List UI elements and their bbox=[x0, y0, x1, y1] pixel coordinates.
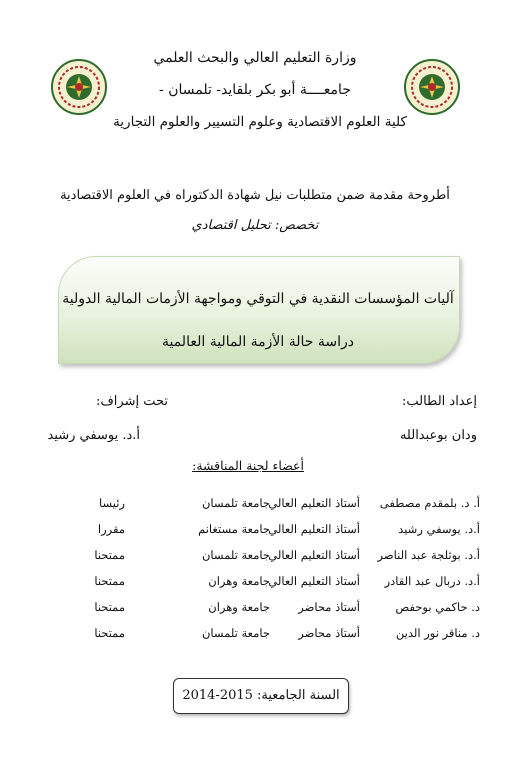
member-name: د. حاكمي بوحفص bbox=[395, 600, 480, 614]
university-emblem-left bbox=[50, 58, 108, 116]
member-rank: أستاذ التعليم العالي bbox=[268, 522, 360, 536]
member-rank: أستاذ محاضر bbox=[298, 600, 360, 614]
student-name: ودان بوعبدالله bbox=[399, 428, 477, 443]
committee-member-row bbox=[60, 522, 480, 542]
committee-member-row bbox=[60, 548, 480, 568]
committee-member-row bbox=[60, 574, 480, 594]
thesis-purpose: أطروحة مقدمة ضمن متطلبات نيل شهادة الدكتوراه في العلوم الاقتصادية bbox=[60, 188, 450, 203]
member-rank: أستاذ التعليم العالي bbox=[268, 496, 360, 510]
committee-member-row bbox=[60, 626, 480, 646]
member-role: رئيسا bbox=[99, 496, 125, 510]
member-role: ممتحنا bbox=[94, 626, 125, 640]
member-rank: أستاذ التعليم العالي bbox=[268, 548, 360, 562]
ministry-name: وزارة التعليم العالي والبحث العلمي bbox=[153, 50, 357, 66]
thesis-title: آليات المؤسسات النقدية في التوقي ومواجهة الأزمات المالية الدولية bbox=[62, 291, 454, 307]
university-name: جامعــــة أبو بكر بلقايد- تلمسان - bbox=[159, 82, 351, 98]
academic-year-box: السنة الجامعية: 2015-2014 bbox=[173, 678, 349, 714]
committee-member-row bbox=[60, 496, 480, 516]
thesis-subtitle: دراسة حالة الأزمة المالية العالمية bbox=[161, 334, 355, 350]
member-university: جامعة وهران bbox=[208, 600, 270, 614]
member-name: أ.د. بوثلجة عبد الناصر bbox=[377, 548, 480, 562]
member-university: جامعة وهران bbox=[208, 574, 270, 588]
member-university: جامعة تلمسان bbox=[201, 548, 270, 562]
member-name: أ.د. يوسفي رشيد bbox=[398, 522, 480, 536]
member-role: ممتحنا bbox=[94, 548, 125, 562]
faculty-name: كلية العلوم الاقتصادية وعلوم التسيير والعلوم التجارية bbox=[113, 114, 407, 130]
supervisor-label: تحت إشراف: bbox=[95, 394, 168, 409]
member-university: جامعة تلمسان bbox=[201, 626, 270, 640]
committee-member-row bbox=[60, 600, 480, 620]
member-role: ممتحنا bbox=[94, 600, 125, 614]
member-name: أ. د. بلمقدم مصطفى bbox=[379, 496, 480, 510]
prepared-by-label: إعداد الطالب: bbox=[401, 394, 477, 409]
supervisor-name: أ.د. يوسفي رشيد bbox=[47, 428, 140, 443]
member-name: أ.د. دربال عبد القادر bbox=[384, 574, 480, 588]
member-rank: أستاذ التعليم العالي bbox=[268, 574, 360, 588]
member-name: د. مناقر نور الدين bbox=[395, 626, 480, 640]
committee-title: أعضاء لجنة المناقشة: bbox=[192, 458, 304, 473]
member-role: مقررا bbox=[97, 522, 125, 536]
member-university: جامعة مستغانم bbox=[198, 522, 270, 536]
university-emblem-right bbox=[403, 58, 461, 116]
thesis-specialty: تخصص: تحليل اقتصادي bbox=[191, 218, 319, 233]
member-role: ممتحنا bbox=[94, 574, 125, 588]
member-rank: أستاذ محاضر bbox=[298, 626, 360, 640]
member-university: جامعة تلمسان bbox=[201, 496, 270, 510]
